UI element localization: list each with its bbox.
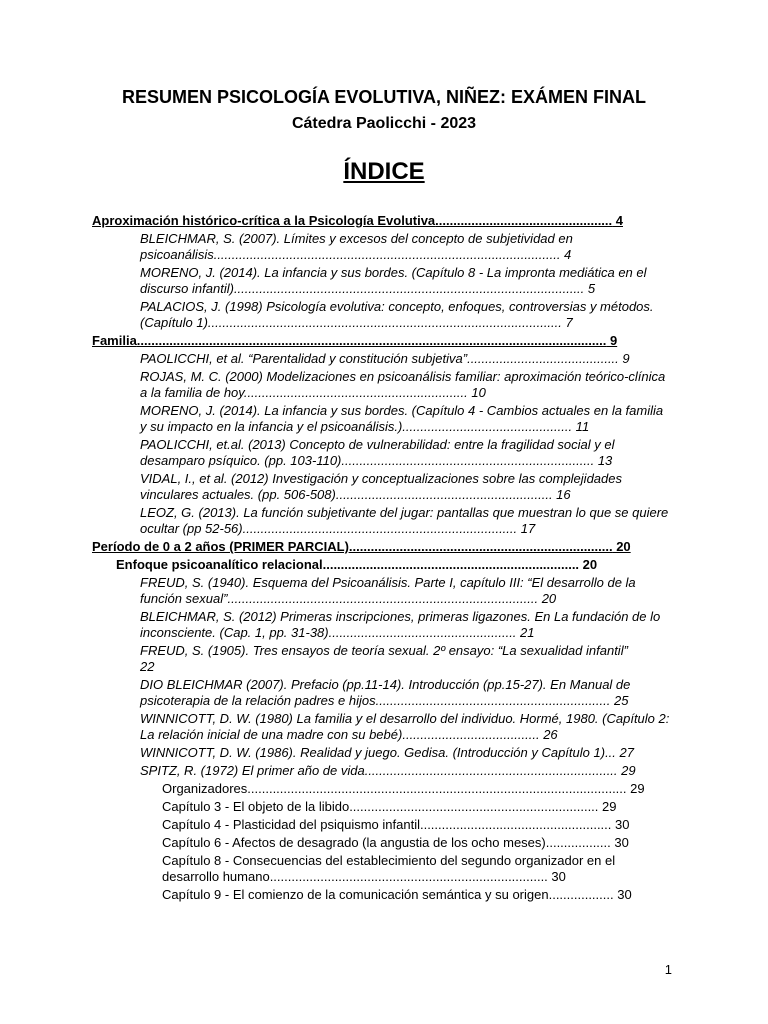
toc-entry[interactable]	[92, 557, 672, 573]
toc-entry-leader: ................................................................................................	[213, 247, 561, 262]
toc-entry-text: BLEICHMAR, S. (2012) Primeras inscripciones, primeras ligazones. En La fundación de lo inconsciente. (Cap. 1, pp. 31-38)	[140, 609, 661, 640]
toc-entry[interactable]	[92, 333, 672, 349]
toc-entry-leader: ..................	[545, 835, 611, 850]
toc-entry-leader: ..................................................................................................................................	[136, 333, 607, 348]
toc-entry-text: Capítulo 3 - El objeto de la libido	[162, 799, 350, 814]
toc-entry[interactable]	[92, 677, 672, 709]
toc-entry-page: 21	[516, 625, 535, 640]
document-title: RESUMEN PSICOLOGÍA EVOLUTIVA, NIÑEZ: EXÁMEN FINAL	[121, 87, 647, 107]
toc-entry-page: 11	[572, 419, 590, 434]
toc-entry-leader: .........................................................................................................	[247, 781, 627, 796]
toc-entry-text: WINNICOTT, D. W. (1986). Realidad y juego. Gedisa. (Introducción y Capítulo 1)	[140, 745, 606, 760]
toc-entry-leader: ......................................................................	[341, 453, 595, 468]
toc-entry-text: DIO BLEICHMAR (2007). Prefacio (pp.11-14). Introducción (pp.15-27). En Manual de psicoterapia de la relación padres e hijos	[140, 677, 631, 708]
toc-entry-text: Aproximación histórico-crítica a la Psicología Evolutiva	[92, 213, 436, 228]
toc-entry-text: Capítulo 8 - Consecuencias del establecimiento del segundo organizador en el desarrollo humano	[162, 853, 616, 884]
toc-entry-page: 5	[584, 281, 596, 296]
toc-entry[interactable]	[92, 213, 672, 229]
toc-entry[interactable]	[92, 575, 672, 607]
toc-entry-page: 25	[610, 693, 629, 708]
toc-entry[interactable]	[92, 403, 672, 435]
toc-entry-text: MORENO, J. (2014). La infancia y sus bordes. (Capítulo 4 - Cambios actuales en la familia y su impacto en la infancia y el psicoanálisis.)	[140, 403, 664, 434]
toc-entry-leader: ....................................................	[328, 625, 517, 640]
toc-entry[interactable]	[92, 437, 672, 469]
toc-entry-page: 20	[579, 557, 598, 572]
toc-entry-leader: .................................................................	[375, 693, 611, 708]
toc-entry-page: 9	[618, 351, 630, 366]
toc-entry-page: 29	[617, 763, 636, 778]
toc-entry-page: 30	[610, 835, 629, 850]
toc-entry-leader: ............................................................	[335, 487, 553, 502]
toc-entry-text: Capítulo 4 - Plasticidad del psiquismo infantil	[162, 817, 420, 832]
toc-entry-text: ROJAS, M. C. (2000) Modelizaciones en psicoanálisis familiar: aproximación teórico-clínica a la familia de hoy	[140, 369, 666, 400]
toc-entry-leader: ..............................................................	[243, 385, 468, 400]
toc-entry-page: 20	[538, 591, 557, 606]
toc-entry-page: 9	[606, 333, 618, 348]
toc-entry[interactable]	[92, 835, 672, 851]
toc-entry[interactable]	[92, 539, 672, 555]
toc-entry-text: LEOZ, G. (2013). La función subjetivante del jugar: pantallas que muestran lo que se quiere ocultar (pp 52-56)	[140, 505, 669, 536]
toc-entry[interactable]	[92, 505, 672, 537]
toc-entry-leader: .................................................	[435, 213, 613, 228]
toc-entry-page: 30	[547, 869, 566, 884]
toc-entry-text: WINNICOTT, D. W. (1980) La familia y el desarrollo del individuo. Hormé, 1980. (Capítulo 2: La relación inicial de una madre con su bebé)	[140, 711, 670, 742]
toc-entry-page: 30	[613, 887, 632, 902]
index-heading: ÍNDICE	[343, 158, 425, 185]
toc-entry-text: Capítulo 6 - Afectos de desagrado (la angustia de los ocho meses)	[162, 835, 546, 850]
toc-entry-page: 29	[626, 781, 645, 796]
toc-entry-text: FREUD, S. (1905). Tres ensayos de teoría sexual. 2º ensayo: “La sexualidad infantil”	[140, 643, 628, 658]
toc-entry-page: 10	[467, 385, 486, 400]
toc-entry-leader: .............................................................................	[269, 869, 548, 884]
toc-entry-text: Organizadores	[162, 781, 248, 796]
toc-entry[interactable]	[92, 351, 672, 367]
toc-entry-leader: .........................................................................	[348, 539, 613, 554]
toc-entry[interactable]	[92, 745, 672, 761]
toc-entry-page: 17	[517, 521, 536, 536]
toc-entry[interactable]	[92, 369, 672, 401]
toc-entry[interactable]	[92, 887, 672, 903]
toc-entry[interactable]	[92, 799, 672, 815]
toc-entry[interactable]	[92, 609, 672, 641]
toc-entry[interactable]	[92, 265, 672, 297]
toc-entry-leader: ...............................................	[402, 419, 573, 434]
toc-entry-page: 4	[560, 247, 572, 262]
toc-entry-text: PAOLICCHI, et.al. (2013) Concepto de vulnerabilidad: entre la fragilidad social y el desamparo psíquico. (pp. 103-110)	[140, 437, 615, 468]
toc-entry-leader: ...	[605, 745, 616, 760]
toc-entry-leader: ......................................................................	[364, 763, 618, 778]
toc-entry-leader: ......................................	[402, 727, 540, 742]
toc-entry-text: PALACIOS, J. (1998) Psicología evolutiva: concepto, enfoques, controversias y métodos. (Capítulo 1)	[140, 299, 654, 330]
toc-entry-page: 27	[615, 745, 634, 760]
toc-entry-leader: ......................................................................................	[227, 591, 539, 606]
page-number: 1	[664, 962, 672, 977]
toc-entry[interactable]	[92, 299, 672, 331]
toc-entry-page: 4	[612, 213, 623, 228]
toc-entry-page: 16	[552, 487, 571, 502]
toc-entry-text: BLEICHMAR, S. (2007). Límites y excesos del concepto de subjetividad en psicoanálisis	[140, 231, 573, 262]
toc-entry-leader: ..................	[548, 887, 614, 902]
toc-entry-text: Capítulo 9 - El comienzo de la comunicación semántica y su origen	[162, 887, 549, 902]
toc-entry-text: Período de 0 a 2 años (PRIMER PARCIAL)	[92, 539, 349, 554]
toc-entry-text: Enfoque psicoanalítico relacional	[116, 557, 323, 572]
toc-entry-text: Familia	[92, 333, 137, 348]
toc-entry-text: VIDAL, I., et al. (2012) Investigación y conceptualizaciones sobre las complejidades vinculares actuales. (pp. 506-508)	[140, 471, 622, 502]
toc-entry[interactable]	[92, 471, 672, 503]
toc-entry-leader: .................................................................................................	[233, 281, 585, 296]
toc-entry-page: 7	[561, 315, 573, 330]
toc-entry-text: FREUD, S. (1940). Esquema del Psicoanálisis. Parte I, capítulo III: “El desarrollo de la función sexual”	[140, 575, 636, 606]
toc-entry[interactable]	[92, 853, 672, 885]
toc-entry-page: 26	[539, 727, 558, 742]
toc-entry-leader: .....................................................................	[349, 799, 599, 814]
toc-entry-leader: ............................................................................	[242, 521, 518, 536]
table-of-contents	[92, 212, 672, 905]
toc-entry-leader: .......................................................................	[322, 557, 580, 572]
toc-entry-text: PAOLICCHI, et al. “Parentalidad y constitución subjetiva”	[140, 351, 468, 366]
toc-entry-page: 20	[612, 539, 631, 554]
toc-entry-page: 22	[140, 659, 155, 674]
toc-entry-text: SPITZ, R. (1972) El primer año de vida	[140, 763, 365, 778]
toc-entry[interactable]	[92, 817, 672, 833]
document-subtitle: Cátedra Paolicchi - 2023	[291, 115, 477, 132]
toc-entry-page: 29	[598, 799, 617, 814]
toc-entry-page: 13	[594, 453, 613, 468]
toc-entry[interactable]	[92, 763, 672, 779]
toc-entry-text: MORENO, J. (2014). La infancia y sus bordes. (Capítulo 8 - La impronta mediática en el discurso infantil)	[140, 265, 647, 296]
toc-entry-page: 30	[611, 817, 630, 832]
toc-entry[interactable]	[92, 231, 672, 263]
toc-entry[interactable]	[92, 781, 672, 797]
toc-entry-leader: .....................................................	[419, 817, 612, 832]
toc-entry-leader: ..................................................................................................	[207, 315, 562, 330]
toc-entry-leader: ..........................................	[467, 351, 619, 366]
toc-entry[interactable]	[92, 711, 672, 743]
toc-entry[interactable]	[92, 643, 672, 675]
